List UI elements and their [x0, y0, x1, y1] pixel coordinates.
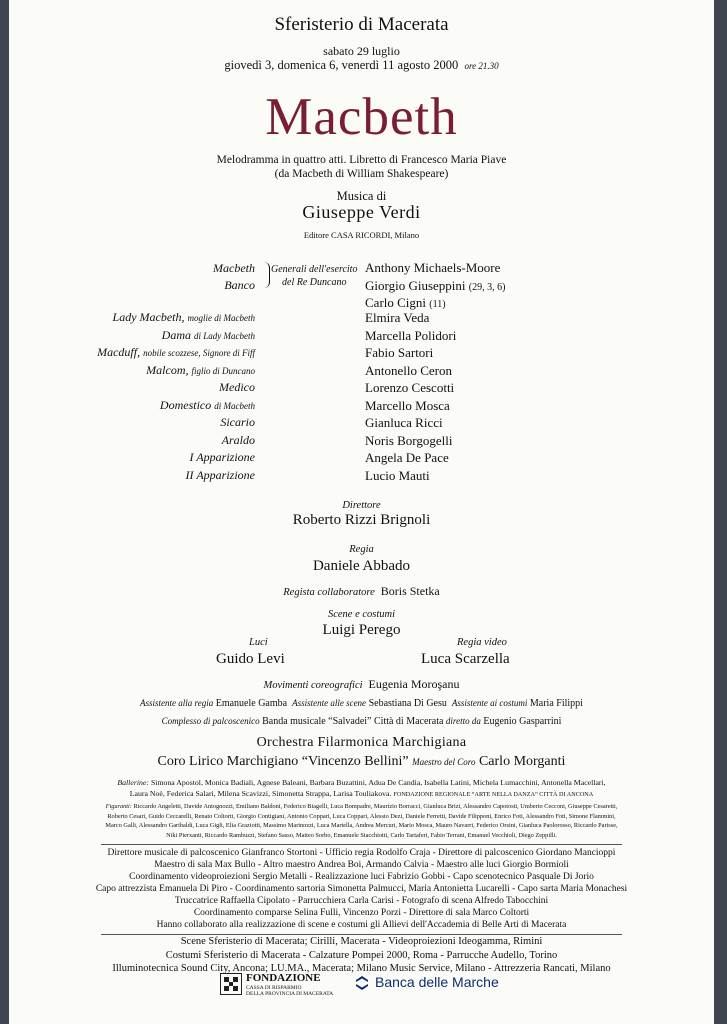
ballerine-tail: FONDAZIONE REGIONALE “ARTE NELLA DANZA” CITTÀ DI ANCONA	[393, 790, 594, 798]
ballerine-label: Ballerine:	[117, 778, 149, 787]
regista-collaboratore	[9, 584, 714, 599]
cast-role-name: Medico	[219, 380, 255, 394]
ballerine-names-2: Laura Noè, Federica Salari, Milena Scavizzi, Simonetta Strappa, Larisa Touliakova.	[129, 788, 392, 798]
complesso-name: Banda musicale “Salvadei” Città di Macerata	[262, 716, 444, 727]
role-macbeth: Macbeth	[213, 261, 255, 275]
regia-label: Regia	[349, 544, 374, 555]
complesso-label: Complesso di palcoscenico	[161, 716, 260, 726]
composer: Giuseppe Verdi	[302, 202, 421, 222]
generals-group	[9, 259, 714, 310]
cast-singer: Lorenzo Cescotti	[365, 380, 455, 395]
banca-marche-name: Banca delle Marche	[375, 974, 499, 990]
venue-title: Sferisterio di Macerata	[274, 14, 449, 35]
cast-row	[9, 398, 714, 415]
direttore: Roberto Rizzi Brignoli	[292, 512, 431, 528]
footer-block	[39, 935, 684, 976]
footer-line-1: Scene Sferisterio di Macerata; Cirilli, Macerata - Videoproiezioni Ideogamma, Rimini	[180, 936, 543, 947]
cast-row	[9, 310, 714, 327]
generals-note-2: del Re Duncano	[282, 277, 347, 288]
cast-row	[9, 450, 714, 467]
staff-line-1: Direttore musicale di palcoscenico Gianfranco Stortoni - Ufficio regia Rodolfo Craja - Direttore di palcoscenico Giordano Mancioppi	[107, 848, 616, 858]
fondazione-sub-2: DELLA PROVINCIA DI MACERATA	[246, 991, 334, 997]
figuranti-line-1	[39, 802, 684, 812]
movimenti-name: Eugenia Moroşanu	[368, 677, 460, 691]
diretto-label: diretto da	[445, 716, 481, 726]
fondazione-sub	[246, 985, 356, 997]
figuranti-block	[39, 802, 684, 840]
cast-row	[9, 345, 714, 362]
subtitle-line-1: Melodramma in quattro atti. Libretto di Francesco Maria Piave	[216, 154, 507, 166]
cast-row	[9, 468, 714, 485]
cast-role	[222, 433, 255, 448]
assistenti	[9, 698, 714, 709]
regia: Daniele Abbado	[312, 558, 411, 574]
generals-note	[271, 263, 357, 289]
cast-singer: Angela De Pace	[365, 450, 449, 465]
role-banco: Banco	[224, 278, 255, 292]
ass-scene-label: Assistente alle scene	[292, 698, 367, 708]
scene: Luigi Perego	[322, 622, 401, 638]
cast-role-extra: di Macbeth	[214, 400, 255, 411]
cast-row	[9, 433, 714, 450]
video-label: Regia video	[457, 637, 507, 648]
regista-coll-name: Boris Stetka	[380, 584, 440, 598]
singer-banco-2-dates: (11)	[429, 299, 446, 310]
regista-coll-label: Regista collaboratore	[283, 587, 375, 598]
cast-role-name: Macduff,	[97, 345, 141, 359]
maestro-coro-label: Maestro del Coro	[412, 757, 476, 767]
cast-role	[97, 345, 255, 360]
date-line-2	[9, 58, 714, 73]
figuranti-label: Figuranti:	[105, 803, 132, 810]
figuranti-line-2: Roberto Cesari, Guido Ceccarelli, Renato Coltorti, Giorgio Contigiani, Antonio Coppari, Luca Coppari, Alessio Dezi, Daniele Ferretti, Davide Filipponi, Enrico Foti, Alessandro Foti, Simone Flammini,	[107, 812, 616, 820]
cast-role	[113, 310, 255, 325]
cast-singer: Fabio Sartori	[365, 345, 434, 360]
subtitle	[9, 153, 714, 181]
video: Luca Scarzella	[421, 651, 510, 667]
luci: Guido Levi	[216, 651, 285, 667]
cast-singer: Marcella Polidori	[365, 327, 457, 343]
cast-role	[162, 328, 255, 343]
ass-costumi: Maria Filippi	[529, 698, 583, 709]
cast-role-name: Araldo	[221, 432, 255, 447]
cast-role-name: I Apparizione	[189, 450, 255, 464]
opera-title: Macbeth	[265, 88, 458, 146]
cast-singer: Elmira Veda	[365, 310, 430, 325]
cast-role	[186, 468, 255, 483]
staff-block	[49, 847, 674, 931]
staff-line-4: Capo attrezzista Emanuela Di Piro - Coordinamento sartoria Simonetta Palmucci, Maria Antonietta Lucarelli - Capo sarta Maria Monachesi	[95, 884, 628, 894]
luci-label: Luci	[249, 637, 268, 648]
figuranti-names-1: Riccardo Angeletti, Davide Antognozzi, Emiliano Baldoni, Federico Biagelli, Luca Bompadre, Maurizio Borracci, Gianluca Brizi, Alessandro Capotosti, Umberto Cecconi, Giuseppe Cesaretti,	[133, 803, 618, 810]
direttore-label: Direttore	[342, 500, 381, 511]
ballerine-block	[39, 778, 684, 800]
figuranti-line-3: Marco Galli, Alessandro Garibaldi, Luca Gigli, Elia Graziotti, Massimo Marinozzi, Luca Martella, Andrea Mercuri, Mario Mosca, Mauro Navarri, Federico Orsini, Gianluca Paolorosso, Riccardo Parisse,	[105, 822, 618, 829]
brace	[263, 262, 270, 288]
generals-note-1: Generali dell'esercito	[271, 264, 358, 275]
footer-line-3: Illuminotecnica Sound City, Ancona; LU.MA., Macerata; Milano Music Service, Milano - Attrezzeria Rancati, Milano	[112, 963, 611, 974]
sponsor-logos	[9, 972, 714, 1002]
maestro-coro: Carlo Morganti	[478, 754, 566, 769]
cast-role-extra: figlio di Duncano	[191, 365, 255, 376]
singer-banco-1	[365, 278, 505, 294]
complesso	[9, 716, 714, 727]
cast-row	[9, 380, 714, 397]
cast-role	[219, 380, 255, 395]
cast-singer: Antonello Ceron	[365, 362, 453, 378]
dates: giovedì 3, domenica 6, venerdì 11 agosto 2000	[224, 58, 459, 72]
ass-costumi-label: Assistente ai costumi	[451, 698, 528, 708]
divider-1	[101, 844, 622, 845]
ass-regia: Emanuele Gamba	[215, 698, 288, 709]
singer-banco-1-name: Giorgio Giuseppini	[365, 278, 466, 293]
singer-macbeth: Anthony Michaels-Moore	[365, 260, 501, 275]
cast-role-name: II Apparizione	[185, 467, 255, 482]
date-line-1: sabato 29 luglio	[323, 44, 400, 58]
staff-line-5: Truccatrice Raffaella Cipolato - Parrucchiera Carla Carisi - Fotografo di scena Alfredo Tabocchini	[174, 896, 549, 906]
cast-role-name: Dama	[161, 327, 191, 342]
cast-singer: Lucio Mauti	[365, 467, 430, 483]
cast-role-name: Sicario	[220, 415, 255, 429]
diretto-name: Eugenio Gasparrini	[483, 716, 562, 727]
ballerine-line-1	[39, 778, 684, 789]
cast-row	[9, 415, 714, 432]
cast-role-name: Domestico	[159, 397, 212, 412]
coro	[9, 754, 714, 770]
coro-name: Coro Lirico Marchigiano “Vincenzo Bellini”	[157, 754, 409, 769]
time: ore 21.30	[464, 61, 499, 71]
fondazione-emblem-icon	[220, 973, 242, 995]
publisher: Editore CASA RICORDI, Milano	[303, 230, 420, 240]
singer-banco-2	[365, 295, 446, 311]
staff-line-6: Coordinamento comparse Selina Fulli, Vincenzo Porzi - Direttore di sala Marco Coltorti	[193, 908, 530, 918]
cast-role-name: Lady Macbeth,	[112, 310, 185, 324]
cast-singer: Marcello Mosca	[365, 397, 450, 413]
ballerine-line-2	[39, 789, 684, 801]
cast-role	[190, 450, 255, 465]
staff-line-7: Hanno collaborato alla realizzazione di scene e costumi gli Allievi dell'Accademia di Belle Arti di Macerata	[156, 920, 567, 930]
movimenti-label: Movimenti coreografici	[263, 680, 363, 691]
movimenti	[9, 677, 714, 692]
staff-line-2: Maestro di sala Max Bullo - Altro maestro Andrea Boi, Armando Calvia - Maestro alle luci Giorgio Bormioli	[154, 860, 569, 870]
cast-row	[9, 363, 714, 380]
poster-sheet	[9, 0, 714, 1024]
singer-banco-1-dates: (29, 3, 6)	[468, 282, 506, 293]
figuranti-line-4: Niki Pierxanti, Riccardo Rambuzzi, Stefano Sasso, Matteo Sorbo, Emanuele Stacchiotti, Carlo Tartaferi, Fabio Terrani, Emanuel Vecchioli, Diego Zeppilli.	[166, 831, 557, 839]
cast-role-extra: nobile scozzese, Signore di Fiff	[143, 348, 255, 358]
cast-role	[146, 363, 255, 378]
ass-scene: Sebastiana Di Gesu	[368, 698, 447, 709]
subtitle-line-2: (da Macbeth di William Shakespeare)	[274, 168, 449, 180]
footer-line-2: Costumi Sferisterio di Macerata - Calzature Pompei 2000, Roma - Parrucche Audello, Torino	[165, 949, 558, 961]
orchestra: Orchestra Filarmonica Marchigiana	[256, 735, 467, 750]
fondazione-sub-1: CASSA DI RISPARMIO	[246, 985, 302, 991]
musica-label: Musica di	[336, 189, 387, 203]
cast-role-extra: di Lady Macbeth	[194, 330, 255, 341]
cast-role-name: Malcom,	[146, 362, 189, 377]
ass-regia-label: Assistente alla regia	[140, 698, 214, 708]
fondazione-name: FONDAZIONE	[246, 972, 321, 984]
banca-marche-mark-icon	[355, 976, 369, 990]
cast-singer: Gianluca Ricci	[365, 415, 443, 430]
cast-row	[9, 328, 714, 345]
cast-role	[160, 398, 255, 413]
cast-role-extra: moglie di Macbeth	[187, 313, 255, 323]
singer-banco-2-name: Carlo Cigni	[365, 295, 427, 310]
cast-singer: Noris Borgogelli	[365, 432, 453, 448]
cast-role	[220, 415, 255, 430]
staff-line-3: Coordinamento videoproiezioni Sergio Metalli - Realizzazione luci Fabrizio Gobbi - Capo scenotecnico Pasquale Di Jorio	[129, 872, 594, 882]
scene-label: Scene e costumi	[327, 609, 396, 620]
ballerine-names-1: Simona Apostol, Monica Badiali, Agnese Baleani, Barbara Buzattini, Adua De Candia, Isabella Latini, Michela Lumacchini, Antonella Macellari,	[150, 778, 606, 787]
